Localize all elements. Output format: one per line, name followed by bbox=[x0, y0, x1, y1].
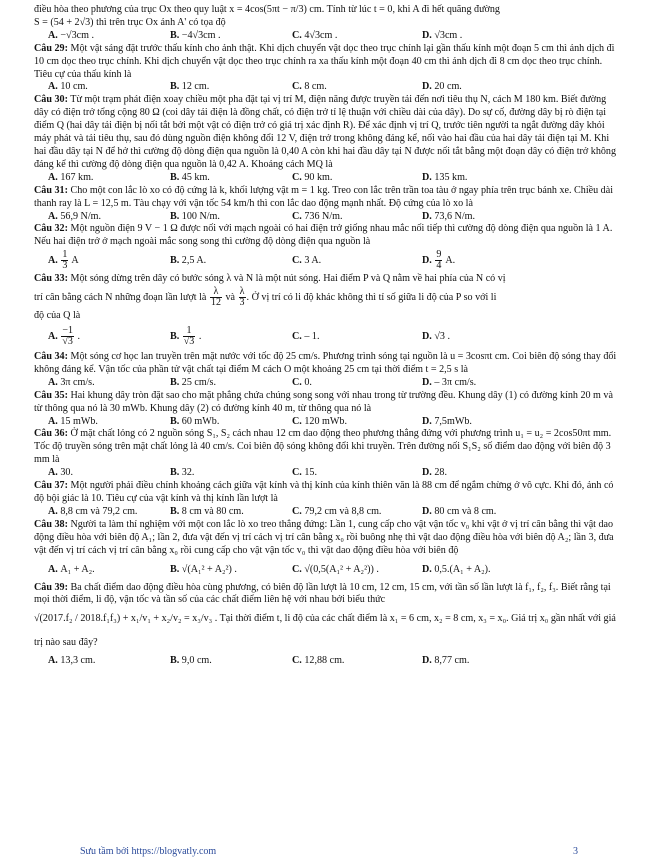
q35-option-a[interactable]: A. 15 mWb. bbox=[48, 415, 98, 427]
q36-option-a[interactable]: A. 30. bbox=[48, 467, 73, 479]
q32-text: Câu 32: Một nguồn điện 9 V − 1 Ω được nối với mạch ngoài có hai điện trở giống nhau mắc nối tiếp thì cường độ dòng điện qua nguồn là 1 A. Nếu hai điện trở ở mạch ngoài mắc song song thì cường độ dòng điện qua nguồn là bbox=[34, 223, 613, 248]
q36-option-c[interactable]: C. 15. bbox=[292, 467, 317, 479]
q35-text: Câu 35: Hai khung dây tròn đặt sao cho mặt phẳng chứa chúng song song với nhau trong từ trường đều. Khung dây (1) có đường kính 20 m và từ thông qua nó là 30 mWb. Khung dây (2) có đường kính 40 m, từ thông qua nó là bbox=[34, 389, 613, 414]
q29-option-c[interactable]: C. 8 cm. bbox=[292, 81, 327, 93]
q28-option-b[interactable]: B. −4√3cm . bbox=[170, 29, 221, 41]
q36-option-b[interactable]: B. 32. bbox=[170, 467, 195, 479]
q30-text: Câu 30: Từ một trạm phát điện xoay chiều một pha đặt tại vị trí M, điện năng được truyền tải đến nơi tiêu thụ N, cách M 180 km. Biết đường dây có điện trở tổng cộng 80 Ω (coi dây tải điện là đồng chất, có điện trở tỉ lệ thuận với chiều dài của dây). Do sự cố, đường dây bị rò điện tại điểm Q (hai dây tải điện bị nối tắt bởi một vật có điện trở có giá trị xác định R). Để xác định vị trí Q, trước tiên người ta ngắt đường dây khỏi máy phát và tải tiêu thụ, sau đó dùng nguồn điện không đổi 12 V, điện trở trong không đáng kể, nối vào hai đầu của hai dây tải điện tại M. Khi hai đầu dây tại N để hở thì cường độ dòng điện qua nguồn là 0,40 A còn khi hai đầu dây tại N được nối tắt bằng một đoạn dây có điện trở không đáng kể thì cường độ dòng điện qua nguồn là 0,42 A. Khoảng cách MQ là bbox=[34, 94, 617, 170]
q39-text-1: Câu 39: Ba chất điểm dao động điều hòa cùng phương, có biên độ lần lượt là 10 cm, 12 cm, 15 cm, với tần số lần lượt là f₁, f₂, f₃. Biết rằng tại mọi thời điểm, li độ, vận tốc và tần số của các chất điểm liên hệ với nhau bởi biểu thức bbox=[34, 581, 611, 606]
q30-option-d[interactable]: D. 135 km. bbox=[422, 171, 468, 183]
q38-option-a[interactable]: A. A₁ + A₂. bbox=[48, 563, 95, 575]
q33-option-a[interactable]: A. $\frac{-1}{√3}$ . bbox=[48, 325, 81, 348]
q33-fraction-2: $\frac{\lambda}{3}$ bbox=[239, 286, 245, 309]
q32-d-fraction: $\frac{9}{4}$ bbox=[436, 249, 442, 272]
q28-option-a[interactable]: A. −√3cm . bbox=[48, 29, 95, 41]
q34-options bbox=[34, 377, 622, 390]
q30-option-b[interactable]: B. 45 km. bbox=[170, 171, 210, 183]
q38-text: Câu 38: Người ta làm thí nghiệm với một con lắc lò xo treo thẳng đứng: Lần 1, cung cấp cho vật vận tốc v₀ khi vật ở vị trí cân bằng thì vật dao động điều hòa với biên độ A₁; lần 2, đưa vật đến vị trí cách vị trí cân bằng x₀ rồi buông nhẹ thì vật dao động điều hòa với biên độ A₂; lần 3, đưa vật đến vị trí cách vị trí cân bằng x₀ rồi cung cấp cho vật vận tốc v₀ thì vật dao động điều hòa với biên độ bbox=[34, 518, 614, 556]
q32-option-c[interactable]: C. 3 A. bbox=[292, 255, 322, 267]
q30-options bbox=[34, 172, 622, 185]
q39-option-b[interactable]: B. 9,0 cm. bbox=[170, 655, 212, 667]
q33-a-fraction: $\frac{-1}{√3}$ bbox=[62, 325, 73, 348]
q34-option-d[interactable]: D. – 3π cm/s. bbox=[422, 376, 477, 388]
q31-option-a[interactable]: A. 56,9 N/m. bbox=[48, 210, 102, 222]
intro-line-1: điều hòa theo phương của trục Ox theo quy luật x = 4cos(5πt − π/3) cm. Tính từ lúc t = 0, khi A đi hết quãng đường bbox=[34, 4, 500, 15]
q39-option-c[interactable]: C. 12,88 cm. bbox=[292, 655, 345, 667]
q32-a-fraction: $\frac{1}{3}$ bbox=[62, 249, 68, 272]
q32-option-d[interactable]: D. $\frac{9}{4}$ A. bbox=[422, 249, 456, 272]
q29-option-a[interactable]: A. 10 cm. bbox=[48, 81, 88, 93]
q39-options bbox=[34, 655, 622, 668]
q34-option-a[interactable]: A. 3π cm/s. bbox=[48, 376, 95, 388]
q36-options bbox=[34, 467, 622, 480]
q29-option-d[interactable]: D. 20 cm. bbox=[422, 81, 462, 93]
q37-option-d[interactable]: D. 80 cm và 8 cm. bbox=[422, 505, 497, 517]
q36-option-d[interactable]: D. 28. bbox=[422, 467, 447, 479]
q37-option-b[interactable]: B. 8 cm và 80 cm. bbox=[170, 505, 244, 517]
q34-text: Câu 34: Một sóng cơ học lan truyền trên mặt nước với tốc độ 25 cm/s. Phương trình sóng tại nguồn là u = 3cosπt cm. Coi biên độ sóng thay đổi không đáng kể. Vận tốc của phần tử vật chất tại điểm M cách O một khoảng 25 cm tại thời điểm t = 2,5 s là bbox=[34, 351, 617, 375]
q39-option-a[interactable]: A. 13,3 cm. bbox=[48, 655, 96, 667]
q39-text-2: √(2017.f₂ / 2018.f₁f₃) + x₁/v₁ + x₂/v₂ = x₃/v₃ . Tại thời điểm t, li độ của các chất điểm là x₁ = 6 cm, x₂ = 8 cm, x₃ = x₀. Giá trị x₀ gần nhất với giá trị nào sau đây? bbox=[34, 613, 616, 649]
q34-option-c[interactable]: C. 0. bbox=[292, 376, 312, 388]
q31-option-d[interactable]: D. 73,6 N/m. bbox=[422, 210, 476, 222]
q33-fraction-1: $\frac{\lambda}{12}$ bbox=[210, 286, 221, 309]
q30-option-c[interactable]: C. 90 km. bbox=[292, 171, 333, 183]
q37-text: Câu 37: Một người phải điều chỉnh khoảng cách giữa vật kính và thị kính của kính thiên văn là 88 cm để ngắm chừng ở vô cực. Khi đó, ảnh có độ bội giác là 10. Tiêu cự của vật kính và thị kính lần lượt là bbox=[34, 480, 614, 504]
q33-text-1: Câu 33: Một sóng dừng trên dây có bước sóng λ và N là một nút sóng. Hai điểm P và Q nằm về hai phía của N có vị bbox=[34, 273, 506, 285]
q28-option-d[interactable]: D. √3cm . bbox=[422, 29, 463, 41]
q38-option-b[interactable]: B. √(A₁² + A₂²) . bbox=[170, 563, 237, 575]
q39-option-d[interactable]: D. 8,77 cm. bbox=[422, 655, 470, 667]
intro-line-2: S = (54 + 2√3) thì trên trục Ox ảnh A' có tọa độ bbox=[34, 16, 226, 28]
q31-option-c[interactable]: C. 736 N/m. bbox=[292, 210, 343, 222]
q31-options bbox=[34, 211, 622, 224]
q38-options bbox=[34, 558, 622, 582]
q28-options bbox=[34, 30, 622, 43]
q32-option-a[interactable]: A. $\frac{1}{3}$ A bbox=[48, 249, 79, 272]
q33-option-c[interactable]: C. – 1. bbox=[292, 331, 320, 343]
q35-option-c[interactable]: C. 120 mWb. bbox=[292, 415, 347, 427]
q29-options bbox=[34, 81, 622, 94]
q30-option-a[interactable]: A. 167 km. bbox=[48, 171, 94, 183]
q36-text: Câu 36: Ở mặt chất lỏng có 2 nguồn sóng S₁, S₂ cách nhau 12 cm dao động theo phương thẳng đứng với phương trình u₁ = u₂ = 2cos50πt mm. Tốc độ truyền sóng trên mặt chất lỏng là 40 cm/s. Coi biên độ sóng không đổi khi truyền. Trên đường nối S₁S₂ số điểm dao động với biên độ 3 mm là bbox=[34, 428, 612, 466]
q33-options bbox=[34, 323, 622, 351]
q37-option-c[interactable]: C. 79,2 cm và 8,8 cm. bbox=[292, 505, 382, 517]
q32-option-b[interactable]: B. 2,5 A. bbox=[170, 255, 207, 267]
q33-text-3: độ của Q là bbox=[34, 310, 81, 322]
page-number: 3 bbox=[573, 846, 578, 857]
q33-text-2: trí cân bằng cách N những đoạn lần lượt là $\frac{\lambda}{12}$ và $\frac{\lambda}{3}$ . Ở vị trí có li độ khác không thì tỉ số giữa li độ của P so với li bbox=[34, 286, 497, 309]
q34-option-b[interactable]: B. 25 cm/s. bbox=[170, 376, 217, 388]
q29-text: Câu 29: Một vật sáng đặt trước thấu kính cho ảnh thật. Khi dịch chuyển vật dọc theo trục chính lại gần thấu kính một đoạn 5 cm thì ảnh dịch đi 10 cm dọc theo trục chính. Khi dịch chuyển vật dọc theo trục chính ra xa thấu kính một đoạn 40 cm thì ảnh dịch đi 8 cm dọc theo trục chính. Tiêu cự của thấu kính là bbox=[34, 42, 615, 80]
q35-option-b[interactable]: B. 60 mWb. bbox=[170, 415, 220, 427]
q37-options bbox=[34, 506, 622, 519]
q33-option-b[interactable]: B. $\frac{1}{√3}$ . bbox=[170, 325, 202, 348]
q39-formula: √(2017.f₂ / 2018.f₁f₃) + x₁/v₁ + x₂/v₂ = x₃/v₃ bbox=[34, 613, 213, 625]
q38-option-c[interactable]: C. √(0,5(A₁² + A₂²)) . bbox=[292, 563, 379, 575]
q31-text: Câu 31: Cho một con lắc lò xo có độ cứng là k, khối lượng vật m = 1 kg. Treo con lắc trên trần toa tàu ở ngay phía trên trục bánh xe. Chiều dài thanh ray là L = 12,5 m. Tàu chạy với vận tốc 54 km/h thì con lắc dao động mạnh nhất. Độ cứng của lò xo là bbox=[34, 184, 614, 209]
q35-options bbox=[34, 416, 622, 429]
q35-option-d[interactable]: D. 7,5mWb. bbox=[422, 415, 472, 427]
q33-option-d[interactable]: D. √3 . bbox=[422, 331, 450, 343]
q29-option-b[interactable]: B. 12 cm. bbox=[170, 81, 210, 93]
q38-option-d[interactable]: D. 0,5.(A₁ + A₂). bbox=[422, 563, 491, 575]
q32-options bbox=[34, 249, 622, 273]
q37-option-a[interactable]: A. 8,8 cm và 79,2 cm. bbox=[48, 505, 138, 517]
source-footer[interactable]: Sưu tầm bởi https://blogvatly.com bbox=[80, 846, 217, 857]
q28-option-c[interactable]: C. 4√3cm . bbox=[292, 29, 338, 41]
q33-b-fraction: $\frac{1}{√3}$ bbox=[183, 325, 195, 348]
q31-option-b[interactable]: B. 100 N/m. bbox=[170, 210, 220, 222]
